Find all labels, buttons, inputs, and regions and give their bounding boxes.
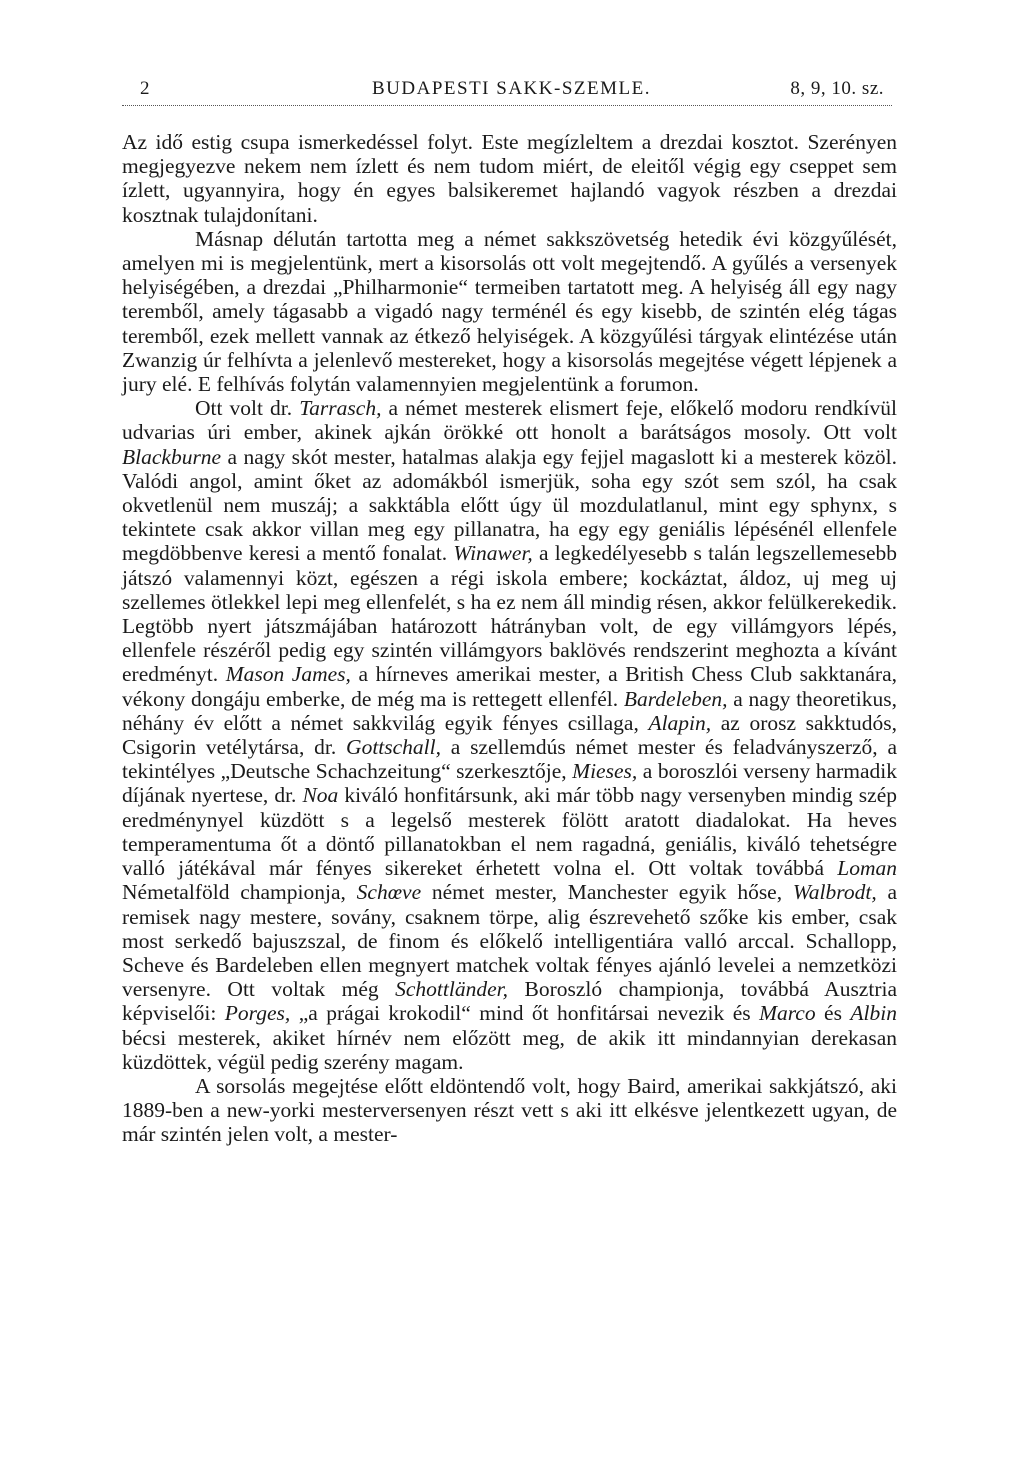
paragraph xyxy=(122,1074,897,1147)
article-body xyxy=(122,130,897,1147)
italic-name: Porges, xyxy=(224,1001,291,1026)
text-run: Ott volt dr. xyxy=(195,396,300,421)
text-run: Az idő estig csupa ismerkedéssel folyt. Este megízleltem a drezdai kosztot. Szerényen megjegyezve nekem nem ízlett és nem tudom miért, de eleitől végig egy cseppet sem ízlett, ugyannyira, hogy én egyes balsikeremet hajlandó vagyok részben a drezdai kosztnak tulajdonítani. xyxy=(122,130,897,227)
italic-name: Bardeleben, xyxy=(623,686,728,711)
text-run: a szellemdús német mester és feladványszerző, a tekintélyes „Deutsche Schachzeitung“ szerkesztője, xyxy=(122,735,897,784)
text-run: a remisek nagy mestere, sovány, csaknem törpe, alig észrevehető szőke kis ember, csak most serkedő bajuszszal, de finom és előkelő intelligentiára valló arccal. Schallopp, Scheve és Bardeleben ellen megnyert matchek voltak fényes ajánló levelei a nemzetközi versenyre. Ott voltak még xyxy=(122,880,898,1002)
text-run: és xyxy=(815,1001,851,1026)
italic-name: Noa xyxy=(302,783,339,808)
text-run: a hírneves amerikai mester, a British Chess Club sakktanára, vékony dongáju emberke, de még ma is rettegett ellenfél. xyxy=(122,662,897,711)
italic-name: Winawer, xyxy=(453,541,533,566)
paragraph xyxy=(122,396,897,1074)
italic-name: Tarrasch, xyxy=(299,396,382,421)
issue-number: 8, 9, 10. sz. xyxy=(790,78,884,99)
text-run: bécsi mesterek, akiket hírnév nem előzött meg, de akik itt mindannyian derekasan küzdöttek, végül pedig szerény magam. xyxy=(122,1025,897,1074)
italic-name: Schottländer, xyxy=(395,977,509,1002)
text-run: Boroszló championja, továbbá Ausztria képviselői: xyxy=(122,977,897,1026)
paragraph xyxy=(122,130,897,227)
text-run: a nagy theoretikus, néhány év előtt a német sakkvilág egyik fényes csillaga, xyxy=(122,686,897,735)
text-run: a legkedélyesebb s talán legszellemesebb játszó valamennyi közt, egészen a régi iskola embere; kockáztat, áldoz, uj meg uj szellemes ötlekkel lepi meg ellenfelét, s ha ez nem áll mindig résen, akkor felülkerekedik. Legtöbb nyert játszmájában határozott hátrányban volt, de egy villámgyors lépés, ellenfele részéről pedig egy szintén villámgyors baklövés rendszerint meghozta a kívánt eredményt. xyxy=(122,541,897,687)
text-run: a nagy skót mester, hatalmas alakja egy fejjel magaslott ki a mesterek közöl. Valódi angol, amint őket az adomákból ismerjük, soha egy szót sem szól, ha csak okvetlenül nem muszáj; a sakktábla előtt úgy ül mozdulatlanul, mint egy sphynx, s tekintete csak akkor villan meg egy pillanatra, ha egy egy geniális lépésénél ellenfele megdöbbenve keresi a mentő fonalat. xyxy=(122,444,897,566)
italic-name: Alapin, xyxy=(648,710,712,735)
text-run: német mester, Manchester egyik hőse, xyxy=(421,880,793,905)
text-run: a német mesterek elismert feje, előkelő modoru rendkívül udvarias úri ember, akinek ajkán örökké ott honolt a barátságos mosoly. Ott volt xyxy=(122,396,897,445)
text-run: Németalföld championja, xyxy=(122,880,357,905)
italic-name: Walbrodt, xyxy=(792,880,877,905)
text-run: „a prágai krokodil“ mind őt honfitársai nevezik és xyxy=(290,1001,760,1026)
paragraph xyxy=(122,227,897,396)
text-run: Másnap délután tartotta meg a német sakkszövetség hetedik évi közgyűlését, amelyen mi is megjelentünk, mert a kisorsolás ott volt megejtendő. A gyűlés a versenyek helyiségében, a drezdai „Philharmonie“ termeiben tartatott meg. A helyiség áll egy nagy teremből, amely tágasabb a vigadó nagy terménél és egy kisebb, de szintén elég tágas teremből, ezek mellett vannak az étkező helyiségek. A közgyűlési tárgyak elintézése után Zwanzig úr felhívta a jelenlevő mestereket, hogy a kisorsolás megejtése végett lépjenek a jury elé. E felhívás folytán valamennyien megjelentünk a forumon. xyxy=(122,226,897,397)
italic-name: Mieses, xyxy=(572,759,638,784)
italic-name: Marco xyxy=(759,1001,816,1026)
journal-title: BUDAPESTI SAKK-SZEMLE. xyxy=(372,78,651,99)
italic-name: Albin xyxy=(850,1001,897,1026)
italic-name: Mason James, xyxy=(225,662,351,687)
text-run: kiváló honfitársunk, aki már több nagy versenyben mindig szép eredménynyel küzdött s a legelső mesterek fölött aratott diadalokat. Ha heves temperamentuma őt a döntő pillanatokban el nem ragadná, geniális, kiváló tehetségre valló játékával már fényes sikereket érhetett volna el. Ott voltak továbbá xyxy=(122,783,897,881)
italic-name: Gottschall, xyxy=(346,735,442,760)
running-header xyxy=(122,74,892,108)
italic-name: Loman xyxy=(837,856,897,881)
italic-name: Blackburne xyxy=(122,444,222,469)
text-run: az orosz sakktudós, Csigorin vetélytársa, dr. xyxy=(122,710,898,760)
text-run: a boroszlói verseny harmadik díjának nyertese, dr. xyxy=(122,759,897,808)
italic-name: Schœve xyxy=(356,880,422,905)
text-run: A sorsolás megejtése előtt eldöntendő volt, hogy Baird, amerikai sakkjátszó, aki 1889-ben a new-yorki mesterversenyen részt vett s aki itt elkésve jelentkezett ugyan, de már szintén jelen volt, a mester- xyxy=(122,1073,897,1147)
header-rule xyxy=(122,105,892,106)
page-number: 2 xyxy=(140,78,150,99)
